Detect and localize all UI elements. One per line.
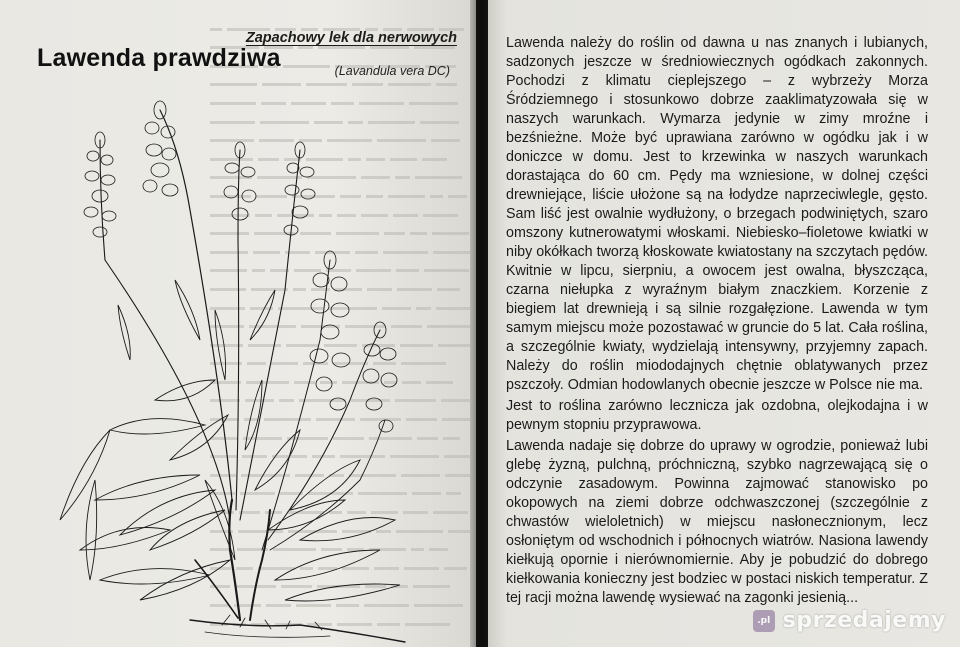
plant-title: Lawenda prawdziwa bbox=[37, 44, 281, 72]
paragraph-description: Lawenda należy do roślin od dawna u nas znanych i lubianych, sadzonych jeszcze w średniowiecznych ogódkach zakonnych. Pochodzi z klimatu cieplejszego – z wybrzeży Morza Śródziemnego i stosunkowo dobrze zaaklimatyzowała się w naszych warunkach. Wymarza jedynie w zimy mroźne i bezśnieżne. Może być uprawiana zarówno w ogódku jak i w doniczce w domu. Jest to krzewinka w naszych warunkach dorastająca do 60 cm. Pędy ma wzniesione, w dolnej części drewniejące, liście ułożone są na łodydze naprzeciwlegle, gęsto. Sam liść jest owalnie wydłużony, o brzegach podwiniętych, szaro omszony kutnerowatymi włoskami. Niebiesko–fioletowe kwiatki w niby okółkach tworzą kłoskowate kwiatostany na szczytach pędów. Kwitnie w lipcu, sierpniu, a owocem jest owalna, błyszcząca, czarna niełupka z wyraźnym białym znaczkiem. Korzenie z biegiem lat drewnieją i są silnie rozgałęzione. Lawenda w tym samym miejscu może pozostawać w gruncie do 5 lat. Cała roślina, a szczególnie kwiaty, wydzielają intensywny, przyjemny zapach. Należy do roślin miododajnych chętnie oblatywanych przez pszczoły. Odmian hodowlanych obecnie jeszcze w Polsce nie ma. bbox=[506, 35, 928, 393]
section-title: Zapachowy lek dla nerwowych bbox=[245, 30, 457, 46]
sprzedajemy-logo-icon: .pl bbox=[753, 610, 775, 632]
left-page bbox=[0, 0, 476, 647]
article-body bbox=[506, 34, 928, 608]
watermark bbox=[753, 608, 946, 633]
paragraph-cultivation: Lawenda nadaje się dobrze do uprawy w ogrodzie, ponieważ lubi glebę żyzną, pulchną, próchniczną, szybko nagrzewającą się o odczynie zasadowym. Powinna zajmować stanowisko po okopowych na ziemi dobrze odchwaszczonej (szczególnie z chwastów wieloletnich) w miejscu nasłonecznionym, lecz osłoniętym od wschodnich i północnych wiatrów. Nasiona lawendy kiełkują opornie i nierównomiernie. Aby je pobudzić do dobrego kiełkowania konieczny jest bodziec w postaci niskich temperatur. Z tej racji można lawendę wysiewać na zagonki jesienią... bbox=[506, 438, 928, 606]
lavender-illustration bbox=[0, 80, 476, 647]
paragraph-uses: Jest to roślina zarówno lecznicza jak ozdobna, olejkodajna i w pewnym stopniu przyprawowa. bbox=[506, 398, 928, 433]
right-page bbox=[488, 0, 960, 647]
latin-name: (Lavandula vera DC) bbox=[334, 64, 450, 78]
watermark-text: sprzedajemy bbox=[782, 608, 946, 633]
